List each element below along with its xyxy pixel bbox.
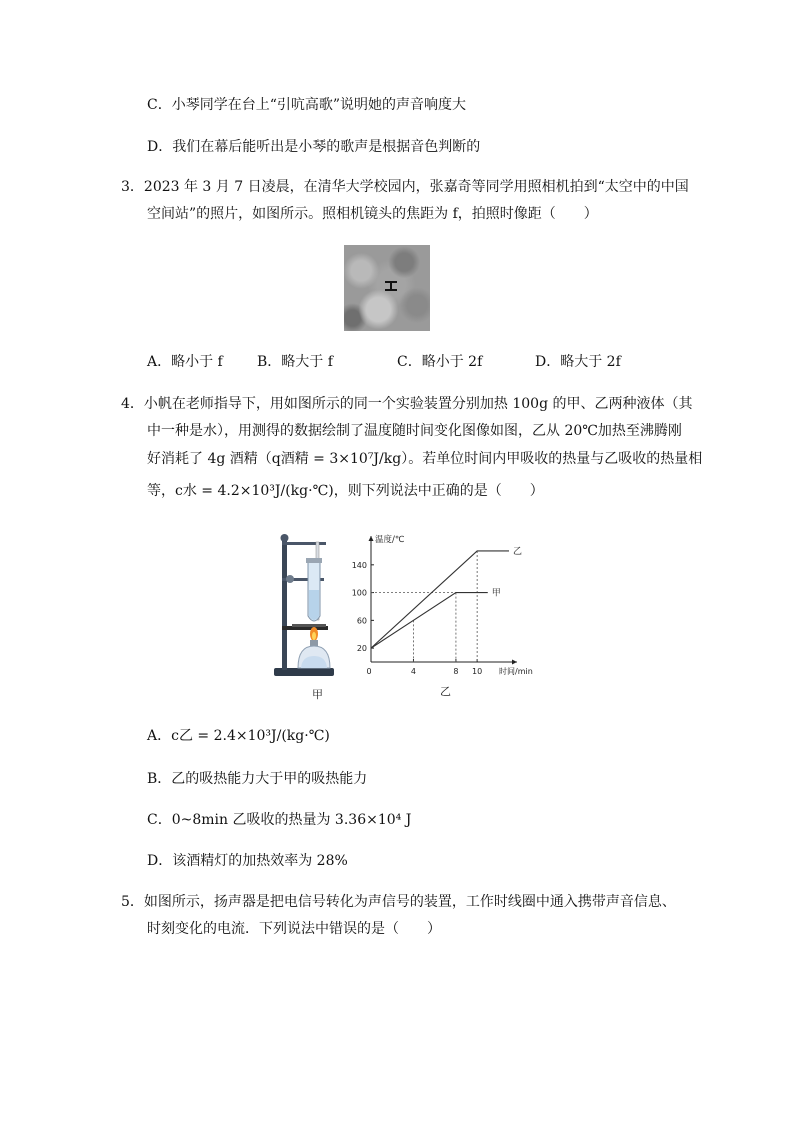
x-tick-label: 8 [453, 667, 459, 676]
q4-stem-line4: 等，c水 = 4.2×10³J/(kg·℃)，则下列说法中正确的是（ ） [147, 483, 544, 499]
heating-apparatus-figure [268, 528, 342, 703]
space-station-photo [344, 245, 430, 331]
q3-stem-line2: 空间站”的照片，如图所示。照相机镜头的焦距为 f，拍照时像距（ ） [147, 206, 598, 222]
q2-option-d: D．我们在幕后能听出是小琴的歌声是根据音色判断的 [147, 139, 481, 155]
figure-jia-label: 甲 [312, 688, 323, 701]
space-station-icon [385, 281, 397, 291]
q5-stem-line1: 5．如图所示，扬声器是把电信号转化为声信号的装置，工作时线圈中通入携带声音信息、 [121, 894, 676, 910]
y-tick-label: 100 [351, 588, 367, 598]
x-axis-label: 时间/min [499, 667, 533, 676]
x-tick-label: 4 [410, 667, 417, 676]
q4-option-a: A．c乙 = 2.4×10³J/(kg·℃) [147, 728, 330, 744]
y-axis-label: 温度/℃ [375, 535, 405, 545]
chart-labels [352, 534, 533, 698]
q3-stem-line1: 3．2023 年 3 月 7 日凌晨，在清华大学校园内，张嘉奇等同学用照相机拍到“太空中的中国 [121, 179, 689, 195]
series-label-0: 乙 [513, 546, 523, 557]
q2-option-c: C．小琴同学在台上“引吭高歌”说明她的声音响度大 [147, 97, 467, 113]
series-line-1 [371, 593, 488, 649]
y-tick-label: 20 [356, 644, 367, 654]
temperature-time-chart [345, 530, 533, 700]
chart-axes [369, 536, 518, 665]
series-line-0 [371, 551, 509, 648]
x-tick-label: 10 [472, 667, 483, 676]
q4-option-b: B．乙的吸热能力大于甲的吸热能力 [147, 771, 368, 787]
q3-option-d: D．略大于 2f [535, 354, 621, 370]
figure-yi-label: 乙 [440, 685, 451, 698]
series-label-1: 甲 [491, 588, 501, 599]
q4-stem-line3: 好消耗了 4g 酒精（q酒精 = 3×10⁷J/kg）。若单位时间内甲吸收的热量与乙吸收的热量相 [147, 451, 703, 467]
q4-stem-line1: 4．小帆在老师指导下，用如图所示的同一个实验装置分别加热 100g 的甲、乙两种液体（其 [121, 396, 693, 412]
q4-stem-line2: 中一种是水），用测得的数据绘制了温度随时间变化图像如图，乙从 20℃加热至沸腾刚 [147, 423, 682, 439]
q3-option-a: A．略小于 f [147, 354, 223, 370]
q4-option-d: D．该酒精灯的加热效率为 28% [147, 853, 348, 869]
stand-rod [282, 536, 287, 670]
q3-option-c: C．略小于 2f [397, 354, 483, 370]
y-axis-arrow [369, 536, 374, 541]
chart-guides [371, 551, 477, 662]
q4-option-c: C．0~8min 乙吸收的热量为 3.36×10⁴ J [147, 812, 412, 828]
y-tick-label: 60 [356, 616, 367, 626]
q5-stem-line2: 时刻变化的电流．下列说法中错误的是（ ） [147, 921, 441, 937]
q3-option-b: B．略大于 f [257, 354, 333, 370]
y-tick-label: 140 [351, 560, 367, 570]
chart-series [371, 551, 509, 648]
x-tick-label: 0 [366, 667, 372, 676]
x-axis-arrow [512, 660, 517, 665]
